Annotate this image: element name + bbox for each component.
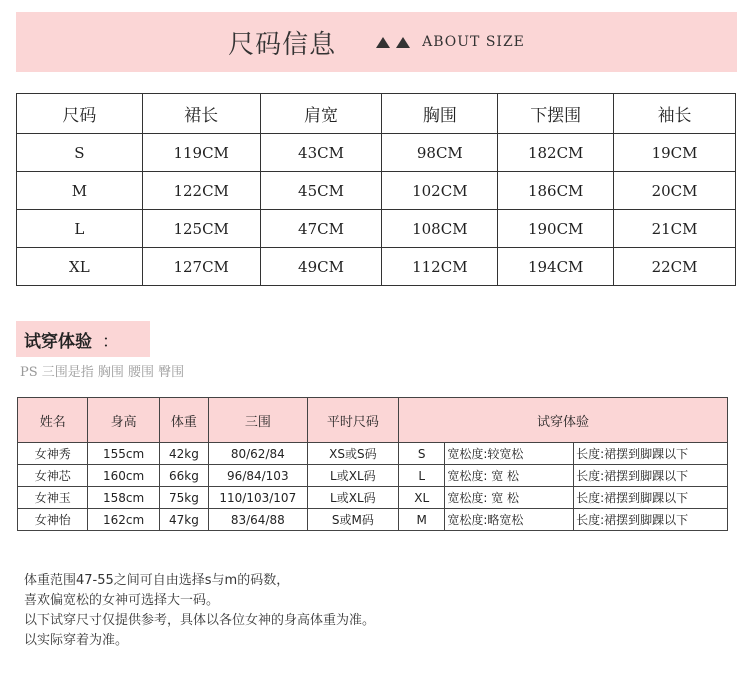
column-header: 身高 (88, 398, 159, 443)
table-cell: 宽松度:较宽松 (445, 443, 574, 465)
table-cell: 127CM (142, 248, 260, 286)
page-subtitle: ABOUT SIZE (422, 34, 525, 50)
table-cell: L或XL码 (307, 487, 399, 509)
table-cell: 女神芯 (18, 465, 88, 487)
table-cell: 长度:裙摆到脚踝以下 (574, 465, 728, 487)
table-cell: 47CM (260, 210, 382, 248)
table-cell: 162cm (88, 509, 159, 531)
table-cell: M (399, 509, 445, 531)
table-cell: 158cm (88, 487, 159, 509)
header-triangles (376, 37, 410, 48)
table-cell: 42kg (159, 443, 208, 465)
table-cell: 45CM (260, 172, 382, 210)
table-cell: 49CM (260, 248, 382, 286)
try-on-colon: ： (102, 331, 119, 352)
table-cell: 22CM (614, 248, 736, 286)
triangle-up-icon (376, 37, 390, 48)
note-line: 以实际穿着为准。 (24, 633, 129, 648)
table-row (18, 465, 728, 487)
note-line: 以下试穿尺寸仅提供参考，具体以各位女神的身高体重为准。 (24, 613, 376, 628)
table-row (18, 509, 728, 531)
try-on-section-label (16, 321, 150, 357)
column-header: 胸围 (382, 94, 498, 134)
table-cell: L (399, 465, 445, 487)
try-on-table (17, 397, 728, 531)
column-header: 三围 (209, 398, 308, 443)
table-cell: 155cm (88, 443, 159, 465)
page-title: 尺码信息 (228, 29, 337, 60)
table-cell: L (17, 210, 143, 248)
table-cell: 190CM (498, 210, 614, 248)
table-cell: 112CM (382, 248, 498, 286)
table-cell: 160cm (88, 465, 159, 487)
table-cell: 75kg (159, 487, 208, 509)
table-cell: S (399, 443, 445, 465)
ps-note: PS 三围是指 胸围 腰围 臀围 (20, 365, 185, 380)
table-row (17, 210, 736, 248)
table-cell: XL (399, 487, 445, 509)
table-cell: 122CM (142, 172, 260, 210)
table-cell: 98CM (382, 134, 498, 172)
table-cell: L或XL码 (307, 465, 399, 487)
size-table-header (17, 94, 736, 134)
note-line: 体重范围47-55之间可自由选择s与m的码数， (24, 573, 290, 588)
table-cell: 20CM (614, 172, 736, 210)
column-header: 试穿体验 (399, 398, 728, 443)
table-cell: 女神怡 (18, 509, 88, 531)
table-cell: 125CM (142, 210, 260, 248)
try-on-table-header (18, 398, 728, 443)
column-header: 体重 (159, 398, 208, 443)
table-cell: S或M码 (307, 509, 399, 531)
triangle-up-icon (396, 37, 410, 48)
table-cell: XS或S码 (307, 443, 399, 465)
table-cell: 186CM (498, 172, 614, 210)
column-header: 下摆围 (498, 94, 614, 134)
size-info-header (16, 12, 737, 72)
try-on-title: 试穿体验 (24, 331, 92, 352)
table-cell: 182CM (498, 134, 614, 172)
table-cell: 长度:裙摆到脚踝以下 (574, 487, 728, 509)
table-cell: 长度:裙摆到脚踝以下 (574, 443, 728, 465)
column-header: 尺码 (17, 94, 143, 134)
table-cell: 102CM (382, 172, 498, 210)
table-row (17, 134, 736, 172)
table-cell: 女神玉 (18, 487, 88, 509)
table-cell: 108CM (382, 210, 498, 248)
note-line: 喜欢偏宽松的女神可选择大一码。 (24, 593, 220, 608)
table-row (18, 487, 728, 509)
table-cell: 宽松度:略宽松 (445, 509, 574, 531)
column-header: 裙长 (142, 94, 260, 134)
table-cell: 194CM (498, 248, 614, 286)
table-cell: 110/103/107 (209, 487, 308, 509)
table-cell: 47kg (159, 509, 208, 531)
column-header: 平时尺码 (307, 398, 399, 443)
table-cell: 83/64/88 (209, 509, 308, 531)
table-row (17, 172, 736, 210)
table-cell: 96/84/103 (209, 465, 308, 487)
table-cell: 女神秀 (18, 443, 88, 465)
table-cell: 66kg (159, 465, 208, 487)
table-cell: S (17, 134, 143, 172)
column-header: 袖长 (614, 94, 736, 134)
table-cell: 宽松度: 宽 松 (445, 487, 574, 509)
table-cell: 80/62/84 (209, 443, 308, 465)
table-cell: 119CM (142, 134, 260, 172)
table-cell: 43CM (260, 134, 382, 172)
table-cell: 长度:裙摆到脚踝以下 (574, 509, 728, 531)
size-table (16, 93, 736, 286)
table-cell: XL (17, 248, 143, 286)
table-cell: 宽松度: 宽 松 (445, 465, 574, 487)
column-header: 姓名 (18, 398, 88, 443)
notes-block (24, 571, 375, 651)
table-cell: 19CM (614, 134, 736, 172)
table-cell: 21CM (614, 210, 736, 248)
table-row (17, 248, 736, 286)
column-header: 肩宽 (260, 94, 382, 134)
table-row (18, 443, 728, 465)
table-cell: M (17, 172, 143, 210)
